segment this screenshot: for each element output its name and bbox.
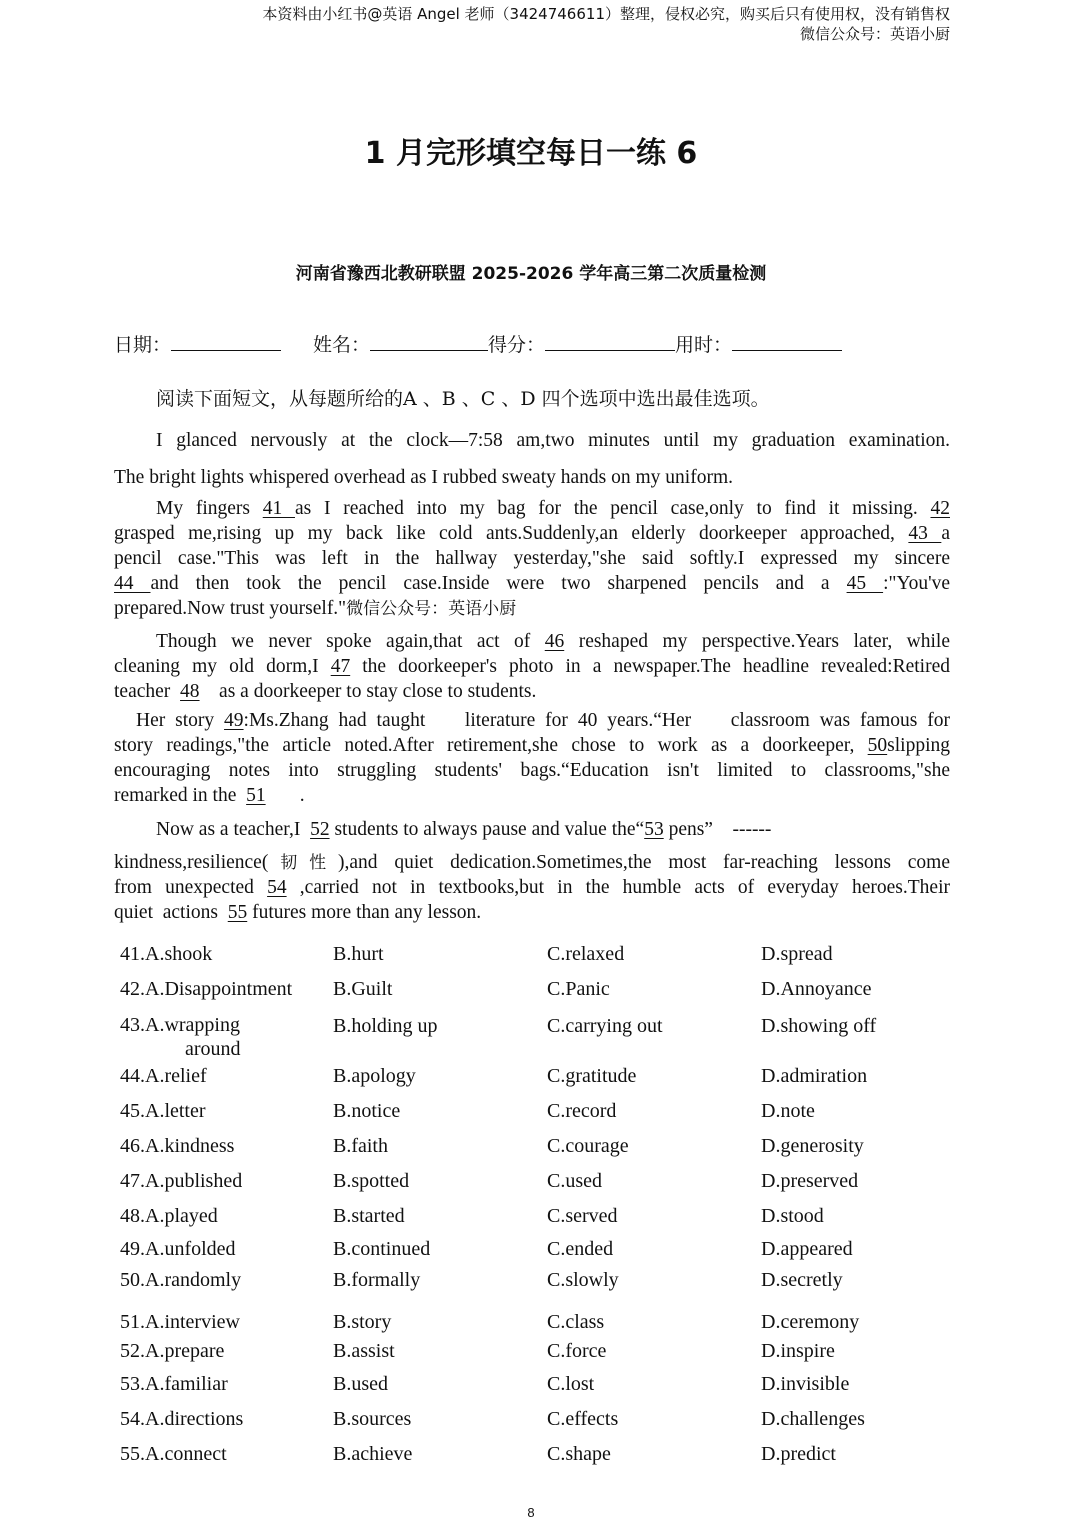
option-b: B.formally — [333, 1269, 421, 1291]
option-d: D.appeared — [761, 1238, 853, 1260]
option-d: D.stood — [761, 1205, 824, 1227]
option-d: D.inspire — [761, 1340, 835, 1362]
option-c: C.used — [547, 1170, 602, 1192]
info-row — [114, 328, 954, 358]
score-blank — [545, 328, 675, 351]
question-47 — [120, 1168, 980, 1198]
question-49 — [120, 1236, 980, 1266]
option-a: 48.A.played — [120, 1205, 218, 1227]
blank-52: 52 — [310, 819, 330, 840]
blank-45: 45 — [846, 573, 884, 594]
option-b: B.achieve — [333, 1443, 413, 1465]
option-c: C.class — [547, 1311, 605, 1333]
option-a: 46.A.kindness — [120, 1135, 235, 1157]
question-51 — [120, 1309, 980, 1339]
option-c: C.courage — [547, 1135, 629, 1157]
question-52 — [120, 1338, 980, 1368]
paragraph-3 — [114, 629, 950, 704]
option-a: 49.A.unfolded — [120, 1238, 236, 1260]
blank-50: 50 — [867, 735, 888, 756]
option-b: B.assist — [333, 1340, 395, 1362]
option-c: C.effects — [547, 1408, 619, 1430]
blank-48: 48 — [180, 681, 200, 702]
option-a: 52.A.prepare — [120, 1340, 225, 1362]
score-label: 得分： — [488, 334, 546, 356]
page-number: 8 — [527, 1505, 535, 1520]
question-55 — [120, 1441, 980, 1471]
question-54 — [120, 1406, 980, 1436]
option-d: D.predict — [761, 1443, 836, 1465]
passage-line: remarked in the 51 . — [114, 785, 305, 806]
blank-47: 47 — [330, 656, 351, 677]
option-c: C.ended — [547, 1238, 614, 1260]
option-a: 54.A.directions — [120, 1408, 244, 1430]
time-blank — [732, 328, 842, 351]
option-c: C.carrying out — [547, 1015, 663, 1037]
option-b: B.holding up — [333, 1015, 438, 1037]
option-c: C.force — [547, 1340, 607, 1362]
option-d: D.spread — [761, 943, 833, 965]
question-50 — [120, 1267, 980, 1297]
option-c: C.shape — [547, 1443, 611, 1465]
question-44 — [120, 1063, 980, 1093]
passage-line: prepared.Now trust yourself."微信公众号：英语小厨 — [114, 598, 517, 619]
blank-44: 44 — [114, 573, 151, 594]
blank-43: 43 — [908, 523, 942, 544]
option-c: C.lost — [547, 1373, 595, 1395]
option-a: 42.A.Disappointment — [120, 978, 293, 1000]
passage-line: Now as a teacher,I 52 students to always pause and value the“53 pens” ------ — [156, 819, 772, 840]
passage-line: encouraging notes into struggling students' bags.“Education isn't limited to classrooms,"she — [114, 760, 950, 781]
name-blank — [370, 328, 488, 351]
option-c: C.slowly — [547, 1269, 619, 1291]
passage-line: teacher 48 as a doorkeeper to stay close to students. — [114, 681, 537, 702]
passage-line: Though we never spoke again,that act of 46 reshaped my perspective.Years later, while — [156, 631, 950, 652]
blank-49: 49 — [224, 710, 244, 731]
blank-42: 42 — [930, 498, 950, 519]
question-48 — [120, 1203, 980, 1233]
option-c: C.relaxed — [547, 943, 625, 965]
option-c: C.gratitude — [547, 1065, 637, 1087]
option-d: D.generosity — [761, 1135, 864, 1157]
passage-line: quiet actions 55 futures more than any lesson. — [114, 902, 482, 923]
question-45 — [120, 1098, 980, 1128]
option-a: 45.A.letter — [120, 1100, 206, 1122]
option-a: 44.A.relief — [120, 1065, 207, 1087]
option-b: B.hurt — [333, 943, 384, 965]
option-d: D.ceremony — [761, 1311, 860, 1333]
blank-41: 41 — [262, 498, 295, 519]
option-a: 53.A.familiar — [120, 1373, 228, 1395]
passage-line: Her story 49:Ms.Zhang had taught literature for 40 years.“Her classroom was famous for — [136, 710, 950, 731]
option-c: C.Panic — [547, 978, 610, 1000]
option-d: D.note — [761, 1100, 815, 1122]
wechat-account: 微信公众号：英语小厨 — [799, 25, 950, 43]
question-41 — [120, 941, 980, 971]
option-b: B.Guilt — [333, 978, 393, 1000]
option-b: B.story — [333, 1311, 392, 1333]
option-d: D.challenges — [761, 1408, 865, 1430]
blank-46: 46 — [544, 631, 565, 652]
option-a: 43.A.wrapping around — [120, 1014, 241, 1060]
name-label: 姓名： — [313, 334, 371, 356]
option-c: C.served — [547, 1205, 618, 1227]
paragraph-2 — [114, 496, 950, 621]
option-b: B.faith — [333, 1135, 388, 1157]
blank-55: 55 — [227, 902, 248, 923]
option-d: D.admiration — [761, 1065, 868, 1087]
paragraph-4 — [114, 708, 950, 808]
date-blank — [171, 328, 281, 351]
option-d: D.invisible — [761, 1373, 850, 1395]
resilience-gloss: 韧性 — [268, 853, 339, 873]
time-label: 用时： — [675, 334, 733, 356]
passage-line: grasped me,rising up my back like cold ants.Suddenly,an elderly doorkeeper approached, 43 a — [114, 523, 950, 544]
blank-53: 53 — [644, 819, 664, 840]
date-label: 日期： — [114, 334, 172, 356]
option-b: B.apology — [333, 1065, 416, 1087]
passage-line: pencil case."This was left in the hallway yesterday,"she said softly.I expressed my sincere — [114, 548, 950, 569]
question-46 — [120, 1133, 980, 1163]
passage-line: I glanced nervously at the clock—7:58 am,two minutes until my graduation examination. — [156, 430, 950, 451]
paragraph-5 — [114, 817, 950, 925]
question-43 — [120, 1013, 980, 1063]
option-a: 55.A.connect — [120, 1443, 227, 1465]
blank-54: 54 — [267, 877, 287, 898]
question-53 — [120, 1371, 980, 1401]
passage-line: The bright lights whispered overhead as I rubbed sweaty hands on my uniform. — [114, 467, 733, 488]
option-c: C.record — [547, 1100, 617, 1122]
exam-subtitle: 河南省豫西北教研联盟 2025-2026 学年高三第二次质量检测 — [295, 264, 767, 284]
option-d: D.preserved — [761, 1170, 859, 1192]
option-b: B.started — [333, 1205, 405, 1227]
option-a: 41.A.shook — [120, 943, 213, 965]
passage-line: 44 and then took the pencil case.Inside were two sharpened pencils and a 45 :"You've — [114, 573, 951, 594]
passage-line: from unexpected 54 ,carried not in textbooks,but in the humble acts of everyday heroes.Their — [114, 877, 950, 898]
option-b: B.notice — [333, 1100, 401, 1122]
passage-line: story readings,"the article noted.After retirement,she chose to work as a doorkeeper, 50slipping — [114, 735, 950, 756]
option-d: D.Annoyance — [761, 978, 872, 1000]
option-b: B.sources — [333, 1408, 412, 1430]
page-title: 1 月完形填空每日一练 6 — [364, 136, 698, 171]
option-b: B.used — [333, 1373, 388, 1395]
option-a: 47.A.published — [120, 1170, 243, 1192]
blank-51: 51 — [246, 785, 266, 806]
option-b: B.continued — [333, 1238, 431, 1260]
copyright-notice: 本资料由小红书@英语 Angel 老师（3424746611）整理，侵权必究，购买后只有使用权，没有销售权 — [262, 5, 950, 23]
option-a: 50.A.randomly — [120, 1269, 242, 1291]
paragraph-1 — [114, 428, 950, 490]
passage-line: My fingers 41 as I reached into my bag for the pencil case,only to find it missing. 42 — [156, 498, 950, 519]
option-d: D.secretly — [761, 1269, 843, 1291]
passage-line: cleaning my old dorm,I 47 the doorkeeper's photo in a newspaper.The headline revealed:Retired — [114, 656, 950, 677]
option-b: B.spotted — [333, 1170, 410, 1192]
option-d: D.showing off — [761, 1015, 877, 1037]
option-a: 51.A.interview — [120, 1311, 240, 1333]
wechat-watermark: 微信公众号：英语小厨 — [346, 599, 517, 619]
instruction: 阅读下面短文，从每题所给的A 、B 、C 、D 四个选项中选出最佳选项。 — [156, 388, 770, 410]
passage-line: kindness,resilience(韧性),and quiet dedication.Sometimes,the most far-reaching lessons come — [114, 852, 950, 873]
question-42 — [120, 976, 980, 1006]
